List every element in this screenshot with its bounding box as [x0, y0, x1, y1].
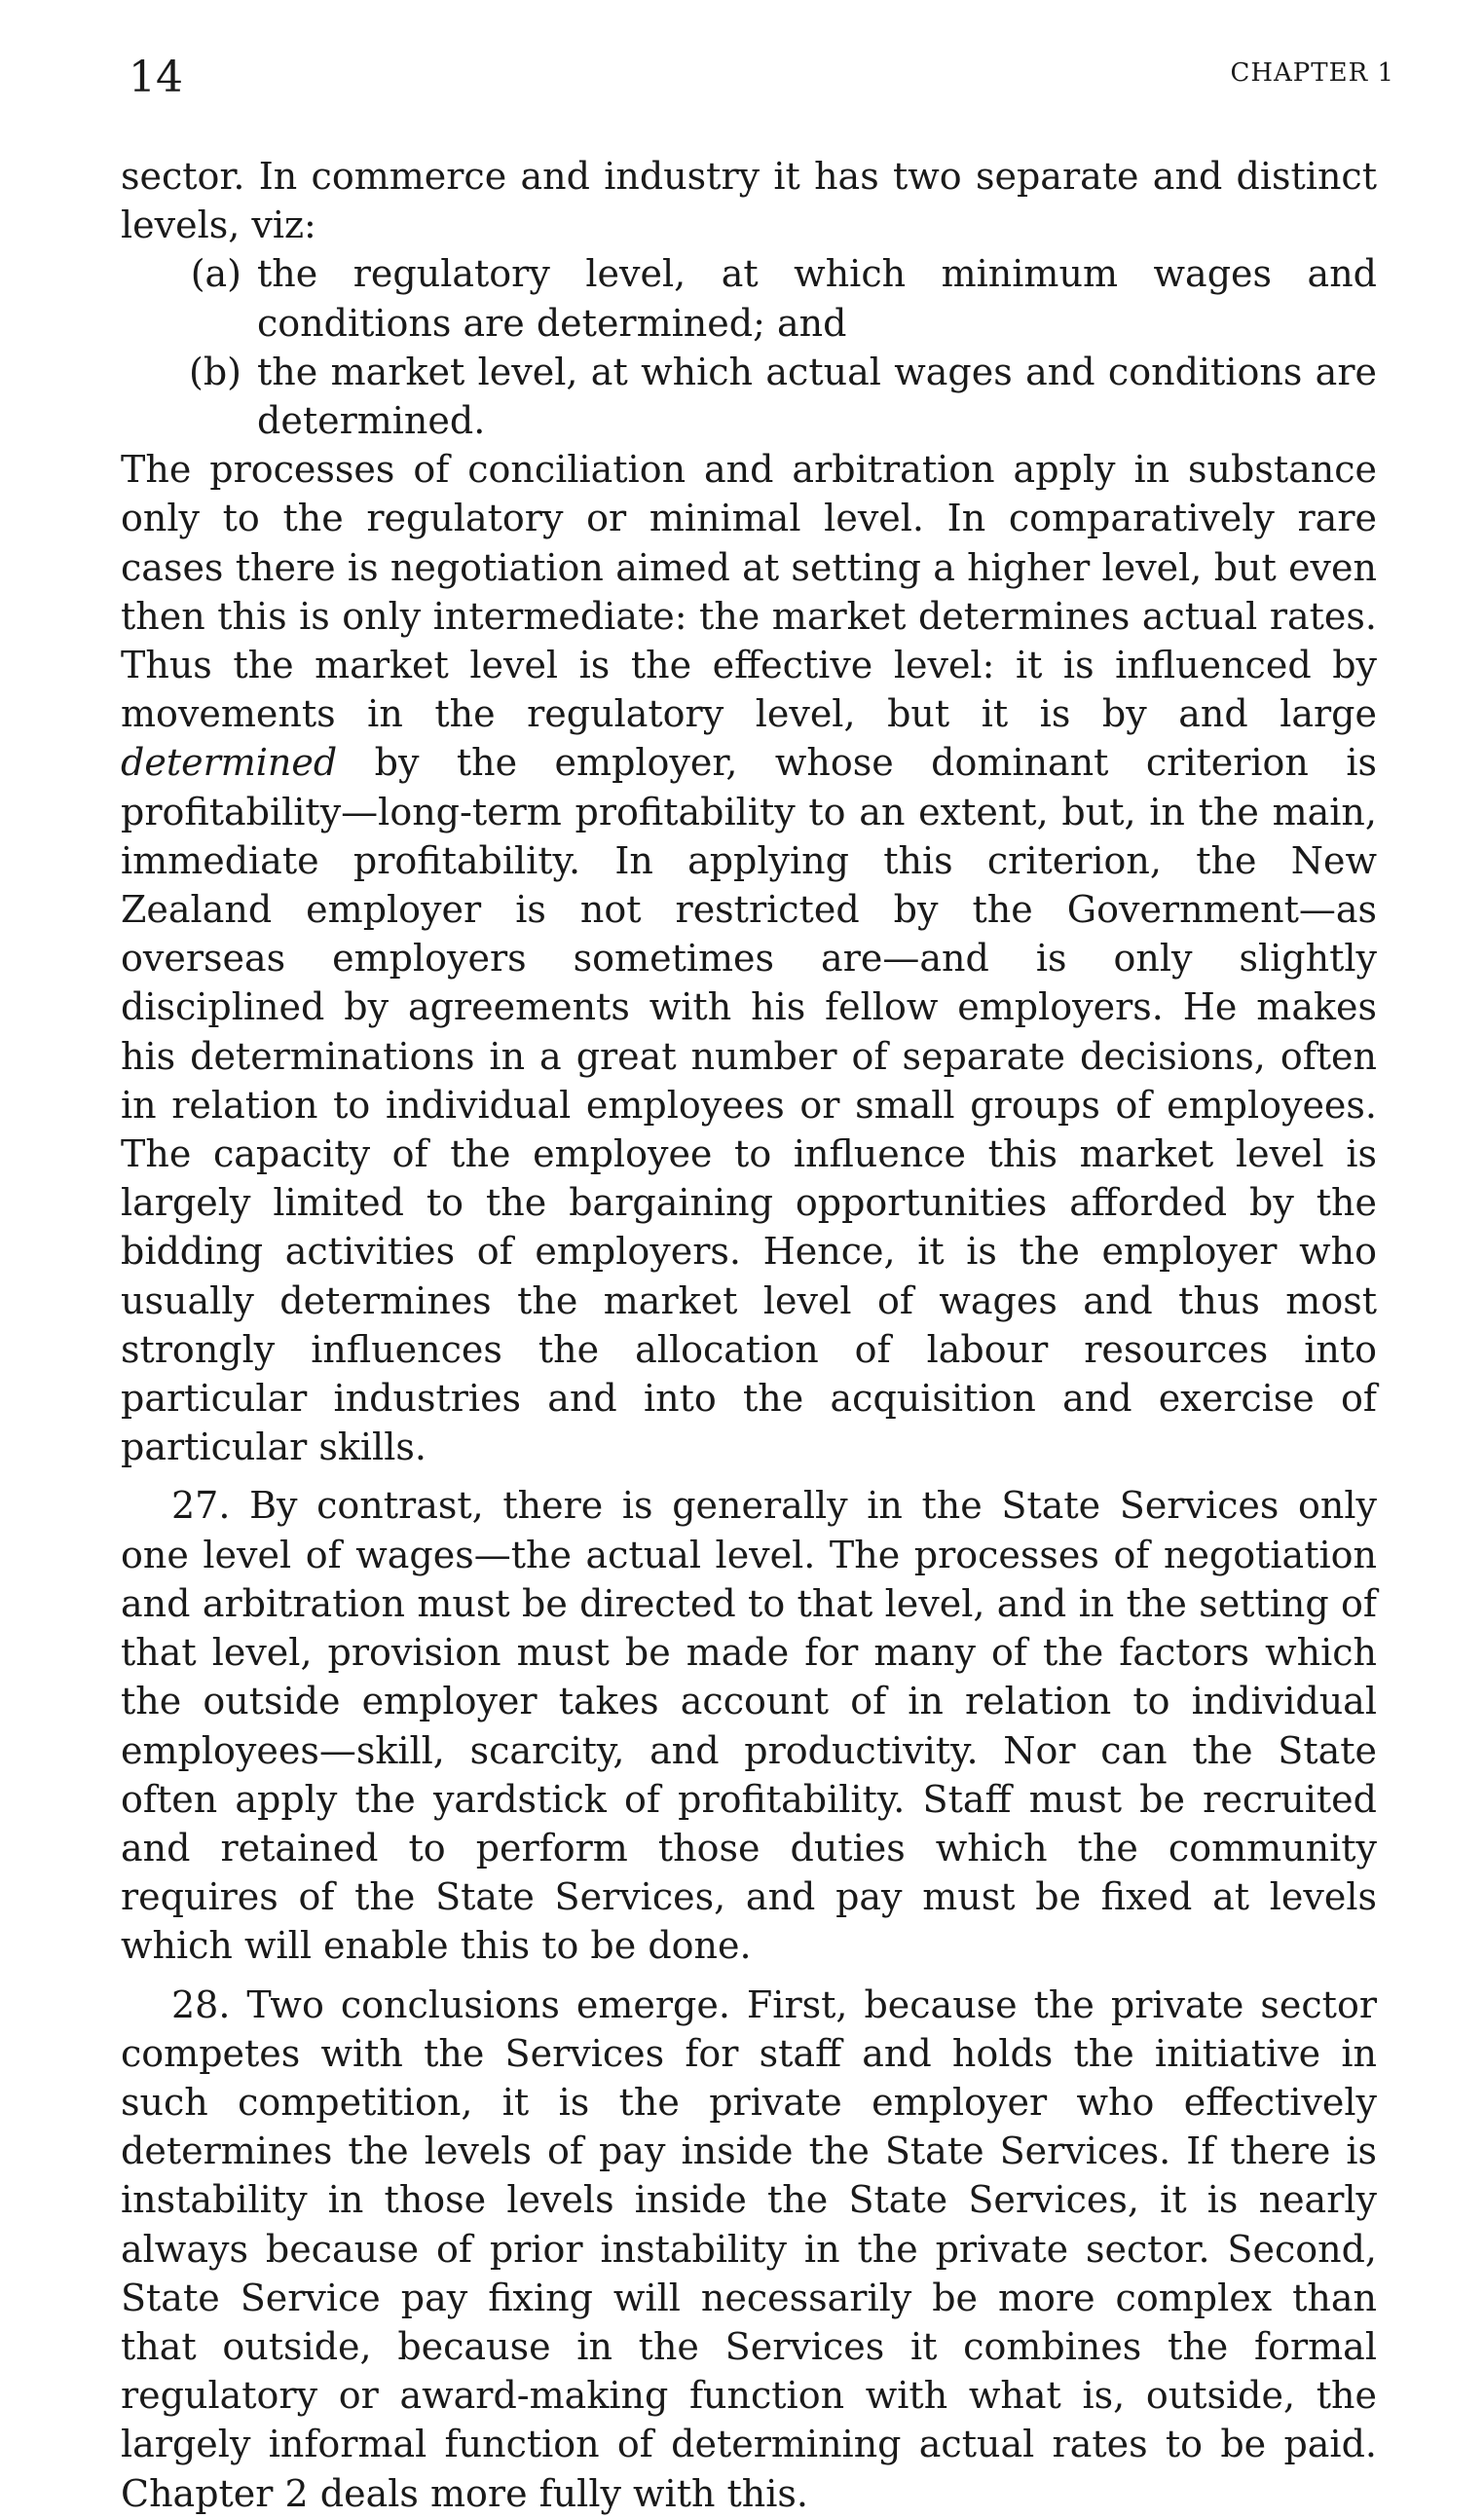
emphasis-text: determined [121, 741, 338, 785]
paragraph-28: 28. Two conclusions emerge. First, because the private sector competes with the Services for staff and holds the initiative in such competition, it is the private employer who effectively determines the levels of pay inside the State Services. If there is instability in those levels inside the State Services, it is nearly always because of prior instability in the private sector. Second, State Service pay fixing will necessarily be more complex than that outside, because in the Services it combines the formal regulatory or award-making function with what is, outside, the largely informal function of determining actual rates to be paid. Chapter 2 deals more fully with this. [121, 1982, 1377, 2515]
market-level-paragraph [121, 445, 1377, 1471]
list-item-text: the market level, at which actual wages and conditions are determined. [257, 350, 1377, 443]
levels-list [121, 249, 1377, 445]
intro-paragraph: sector. In commerce and industry it has two separate and distinct levels, viz: [121, 155, 1377, 247]
paragraph-text: The processes of conciliation and arbitration apply in substance only to the regulatory or minimal level. In comparatively rare cases there is negotiation aimed at setting a higher level, but even then this is only intermediate: the market determines actual rates. Thus the market level is the effective level: it is influenced by movements in the regulatory level, but it is by and large [121, 448, 1377, 736]
list-item [121, 249, 1377, 347]
list-item-text: the regulatory level, at which minimum wages and conditions are determined; and [257, 252, 1377, 345]
paragraph-27: 27. By contrast, there is generally in the State Services only one level of wages—the actual level. The processes of negotiation and arbitration must be directed to that level, and in the setting of that level, provision must be made for many of the factors which the outside employer takes account of in relation to individual employees—skill, scarcity, and productivity. Nor can the State often apply the yardstick of profitability. Staff must be recruited and retained to perform those duties which the community requires of the State Services, and pay must be fixed at levels which will enable this to be done. [121, 1484, 1377, 1968]
list-marker: (b) [189, 350, 241, 393]
list-marker: (a) [190, 252, 241, 296]
list-item [121, 348, 1377, 445]
running-head: CHAPTER 1 [1230, 58, 1394, 88]
page-number: 14 [129, 53, 183, 102]
page-body [121, 152, 1377, 2518]
paragraph-text: by the employer, whose dominant criterion is profitability—long-term profitability to an extent, but, in the main, immediate profitability. In applying this criterion, the New Zealand employer is not restricted by the Government—as overseas employers sometimes are—and is only slightly disciplined by agreements with his fellow employers. He makes his determinations in a great number of separate decisions, often in relation to individual employees or small groups of employees. The capacity of the employee to influence this market level is largely limited to the bargaining opportunities afforded by the bidding activities of employers. Hence, it is the employer who usually determines the market level of wages and thus most strongly influences the allocation of labour resources into particular industries and into the acquisition and exercise of particular skills. [121, 741, 1377, 1469]
